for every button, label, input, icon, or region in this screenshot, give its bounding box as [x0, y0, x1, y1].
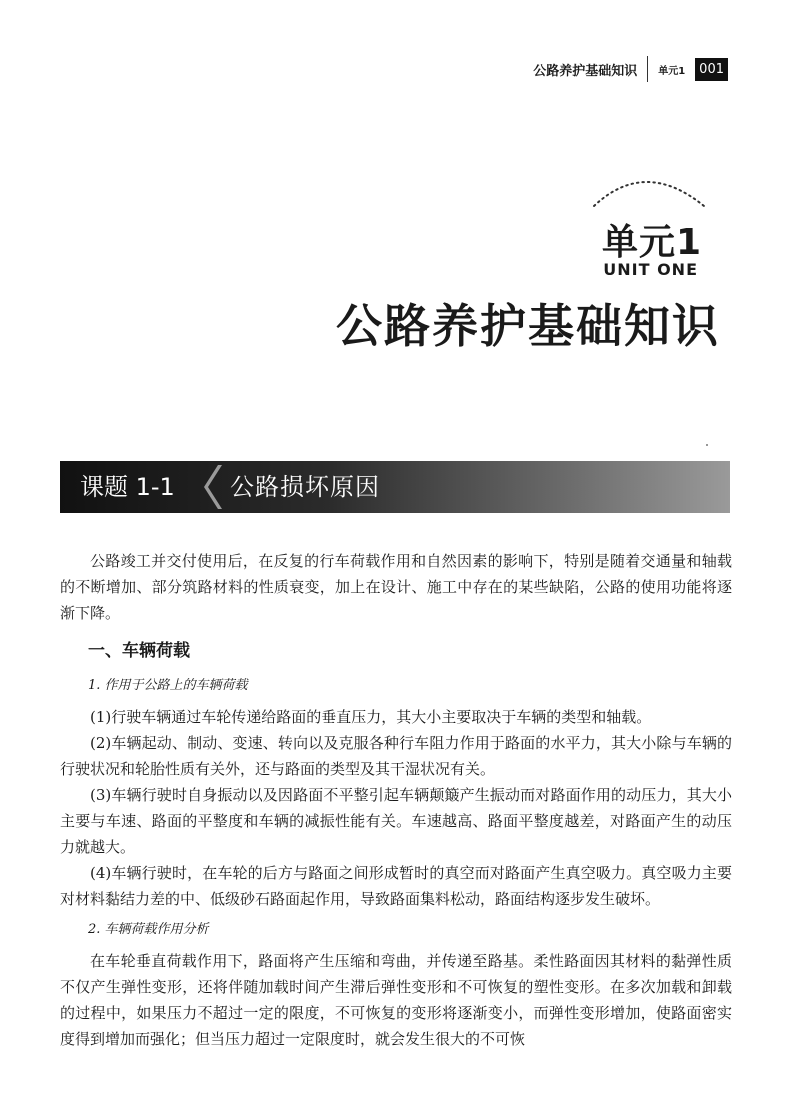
running-header: [533, 54, 728, 84]
subsection-heading: 1. 作用于公路上的车辆荷载: [88, 678, 248, 693]
lesson-label: 课题 1-1: [80, 473, 175, 501]
header-title: 公路养护基础知识: [533, 63, 638, 79]
dotted-arc-ornament: [590, 170, 710, 210]
header-unit: 单元1: [658, 65, 686, 77]
list-item: (1)行驶车辆通过车轮传递给路面的垂直压力，其大小主要取决于车辆的类型和轴载。: [90, 708, 652, 726]
decorative-dot: [706, 444, 708, 446]
unit-title: 单元1: [601, 222, 702, 263]
list-item: (2)车辆起动、制动、变速、转向以及克服各种行车阻力作用于路面的水平力，其大小除与车辆的行驶状况和轮胎性质有关外，还与路面的类型及其干湿状况有关。: [60, 734, 732, 778]
chapter-title: 公路养护基础知识: [336, 299, 720, 353]
subsection-heading: 2. 车辆荷载作用分析: [88, 922, 209, 937]
body-content: [60, 548, 732, 1052]
lesson-banner: [60, 461, 730, 513]
unit-subtitle: UNIT ONE: [603, 260, 698, 279]
header-divider: [647, 56, 648, 82]
list-item: (3)车辆行驶时自身振动以及因路面不平整引起车辆颠簸产生振动而对路面作用的动压力，其大小主要与车速、路面的平整度和车辆的减振性能有关。车速越高、路面平整度越差，对路面产生的动压力就越大。: [60, 786, 732, 856]
section-heading: 一、车辆荷载: [88, 641, 190, 661]
page-number: 001: [695, 58, 728, 81]
lesson-name: 公路损坏原因: [230, 473, 380, 501]
intro-paragraph: 公路竣工并交付使用后，在反复的行车荷载作用和自然因素的影响下，特别是随着交通量和轴载的不断增加、部分筑路材料的性质衰变，加上在设计、施工中存在的某些缺陷，公路的使用功能将逐渐下降。: [60, 552, 732, 622]
body-paragraph: 在车轮垂直荷载作用下，路面将产生压缩和弯曲，并传递至路基。柔性路面因其材料的黏弹性质不仅产生弹性变形，还将伴随加载时间产生滞后弹性变形和不可恢复的塑性变形。在多次加载和卸载的过程中，如果压力不超过一定的限度，不可恢复的变形将逐渐变小，而弹性变形增加，使路面密实度得到增加而强化；但当压力超过一定限度时，就会发生很大的不可恢: [60, 952, 732, 1048]
list-item: (4)车辆行驶时，在车轮的后方与路面之间形成暂时的真空而对路面产生真空吸力。真空吸力主要对材料黏结力差的中、低级砂石路面起作用，导致路面集料松动，路面结构逐步发生破坏。: [60, 864, 732, 908]
chevron-icon: [200, 461, 224, 513]
